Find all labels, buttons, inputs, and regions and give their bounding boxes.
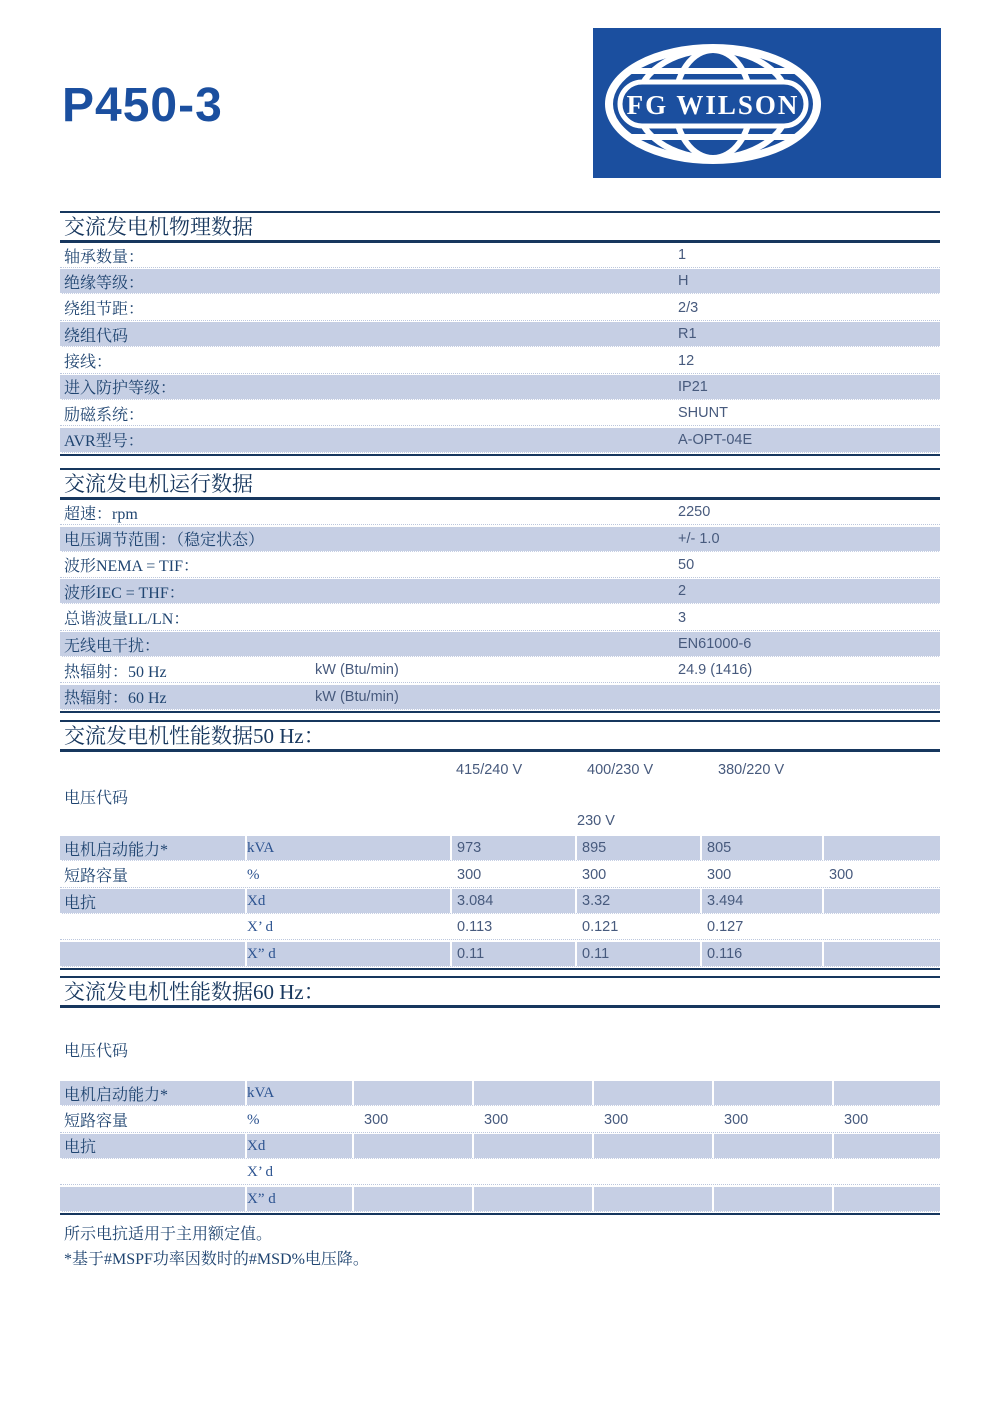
row-unit: % <box>245 863 450 887</box>
section-title: 交流发电机性能数据50 Hz： <box>60 720 940 752</box>
cell <box>592 1187 712 1211</box>
table-row <box>60 863 940 888</box>
voltage-header: 380/220 V <box>718 762 785 779</box>
cell: 0.113 <box>450 915 575 939</box>
voltage-header: 400/230 V <box>587 762 654 779</box>
cell: 805 <box>700 836 822 860</box>
cell <box>352 1187 472 1211</box>
table-row <box>60 1081 940 1106</box>
section-operating <box>60 468 940 713</box>
spec-value: 12 <box>678 352 695 369</box>
cell: 300 <box>592 1108 712 1132</box>
cell: 300 <box>832 1108 940 1132</box>
voltage-code-row <box>60 785 940 807</box>
cell <box>352 1081 472 1105</box>
table-row <box>60 889 940 914</box>
cell <box>472 1160 592 1184</box>
voltage-code-label: 电压代码 <box>64 789 129 807</box>
cell: 0.116 <box>700 942 822 966</box>
footnote: 所示电抗适用于主用额定值。 <box>64 1226 273 1244</box>
footnotes <box>60 1222 940 1272</box>
cell: 300 <box>450 863 575 887</box>
section-performance-60hz <box>60 976 940 1215</box>
table-row <box>60 1108 940 1133</box>
table-row <box>60 1187 940 1212</box>
spec-row <box>60 500 940 525</box>
spec-content <box>60 211 940 1272</box>
spec-row <box>60 401 940 426</box>
cell: 300 <box>712 1108 832 1132</box>
spec-value: R1 <box>678 326 697 343</box>
section-physical <box>60 211 940 456</box>
spec-value: 2250 <box>678 504 711 521</box>
spec-label: 总谐波量LL/LN： <box>64 611 190 629</box>
spec-value: A-OPT-04E <box>678 431 753 448</box>
spec-label: AVR型号： <box>64 433 144 451</box>
footnote: *基于#MSPF功率因数时的#MSD%电压降。 <box>64 1251 369 1269</box>
cell: 300 <box>472 1108 592 1132</box>
table-row <box>60 836 940 861</box>
voltage-subheader-row <box>60 811 940 831</box>
spec-value: EN61000-6 <box>678 636 752 653</box>
spec-value: 3 <box>678 609 687 626</box>
cell <box>822 889 940 913</box>
fg-wilson-logo <box>593 28 941 178</box>
voltage-subheader: 230 V <box>577 813 615 830</box>
spec-row <box>60 685 940 710</box>
spec-row <box>60 658 940 683</box>
globe-logo-icon <box>593 28 941 178</box>
cell <box>712 1134 832 1158</box>
spec-row <box>60 269 940 294</box>
spec-label: 励磁系统： <box>64 406 145 424</box>
perf50-table <box>60 836 940 967</box>
spec-label: 绝缘等级： <box>64 274 145 292</box>
table-row <box>60 915 940 940</box>
row-unit: Xd <box>245 889 450 913</box>
cell: 300 <box>352 1108 472 1132</box>
spec-unit: kW (Btu/min) <box>315 688 399 705</box>
spec-label: 绕组节距： <box>64 301 145 319</box>
row-label: 电机启动能力* <box>64 841 169 859</box>
spec-value: +/- 1.0 <box>678 530 720 547</box>
cell <box>832 1134 940 1158</box>
row-label: 短路容量 <box>64 1113 129 1131</box>
spec-label: 波形IEC = THF： <box>64 584 185 602</box>
cell: 973 <box>450 836 575 860</box>
spec-label: 接线： <box>64 354 113 372</box>
spec-row <box>60 296 940 321</box>
spec-label: 热辐射：50 Hz <box>64 663 167 681</box>
cell <box>592 1134 712 1158</box>
cell: 0.121 <box>575 915 700 939</box>
cell <box>832 1081 940 1105</box>
spec-label: 无线电干扰： <box>64 637 161 655</box>
spec-label: 波形NEMA = TIF： <box>64 558 199 576</box>
spec-value: SHUNT <box>678 405 728 422</box>
spec-row <box>60 579 940 604</box>
row-unit: Xd <box>245 1134 352 1158</box>
cell <box>832 1160 940 1184</box>
cell: 300 <box>700 863 822 887</box>
voltage-code-label: 电压代码 <box>64 1042 129 1060</box>
table-row <box>60 942 940 967</box>
row-unit: % <box>245 1108 352 1132</box>
cell: 0.127 <box>700 915 822 939</box>
voltage-header-row <box>60 759 940 781</box>
spec-row <box>60 553 940 578</box>
spec-value: IP21 <box>678 378 708 395</box>
row-unit: X” d <box>245 942 450 966</box>
spec-value: 50 <box>678 556 695 573</box>
row-label: 电机启动能力* <box>64 1086 169 1104</box>
voltage-header: 415/240 V <box>456 762 523 779</box>
section-title: 交流发电机运行数据 <box>60 468 940 500</box>
cell <box>592 1081 712 1105</box>
cell <box>712 1081 832 1105</box>
cell: 895 <box>575 836 700 860</box>
perf60-table <box>60 1081 940 1212</box>
spec-row <box>60 375 940 400</box>
cell: 300 <box>822 863 940 887</box>
cell <box>592 1160 712 1184</box>
table-row <box>60 1160 940 1185</box>
spec-unit: kW (Btu/min) <box>315 662 399 679</box>
spec-label: 热辐射：60 Hz <box>64 690 167 708</box>
product-model-title: P450-3 <box>62 79 223 132</box>
spec-row <box>60 527 940 552</box>
logo-wordmark: FG WILSON <box>626 90 800 120</box>
section-title: 交流发电机物理数据 <box>60 211 940 243</box>
cell: 0.11 <box>450 942 575 966</box>
spec-value: 2 <box>678 583 687 600</box>
spec-row <box>60 322 940 347</box>
cell <box>822 836 940 860</box>
section-performance-50hz <box>60 720 940 970</box>
spec-value: H <box>678 273 689 290</box>
cell <box>822 942 940 966</box>
cell: 0.11 <box>575 942 700 966</box>
cell: 300 <box>575 863 700 887</box>
spec-label: 进入防护等级： <box>64 380 177 398</box>
voltage-code-row <box>60 1038 940 1060</box>
spec-value: 1 <box>678 247 687 263</box>
spec-value: 2/3 <box>678 299 699 316</box>
cell <box>472 1081 592 1105</box>
spec-row <box>60 349 940 374</box>
row-label: 电抗 <box>64 894 97 912</box>
spec-label: 超速：rpm <box>64 505 138 523</box>
cell <box>352 1134 472 1158</box>
spec-label: 绕组代码 <box>64 327 129 345</box>
row-label: 电抗 <box>64 1139 97 1157</box>
spec-row <box>60 632 940 657</box>
cell <box>822 915 940 939</box>
spec-label: 电压调节范围：（稳定状态） <box>64 532 265 550</box>
cell <box>832 1187 940 1211</box>
row-unit: X” d <box>245 1187 352 1211</box>
cell: 3.494 <box>700 889 822 913</box>
cell <box>712 1187 832 1211</box>
spec-row <box>60 428 940 453</box>
row-unit: kVA <box>245 1081 352 1105</box>
cell: 3.084 <box>450 889 575 913</box>
spec-row <box>60 243 940 268</box>
cell <box>472 1187 592 1211</box>
spec-label: 轴承数量： <box>64 248 145 266</box>
row-unit: X’ d <box>245 915 450 939</box>
section-title: 交流发电机性能数据60 Hz： <box>60 976 940 1008</box>
cell <box>352 1160 472 1184</box>
spec-row <box>60 606 940 631</box>
cell <box>472 1134 592 1158</box>
section-divider <box>60 1213 940 1215</box>
table-row <box>60 1134 940 1159</box>
cell <box>712 1160 832 1184</box>
row-label: 短路容量 <box>64 868 129 886</box>
row-unit: X’ d <box>245 1160 352 1184</box>
row-unit: kVA <box>245 836 450 860</box>
cell: 3.32 <box>575 889 700 913</box>
spec-value: 24.9 (1416) <box>678 662 753 679</box>
